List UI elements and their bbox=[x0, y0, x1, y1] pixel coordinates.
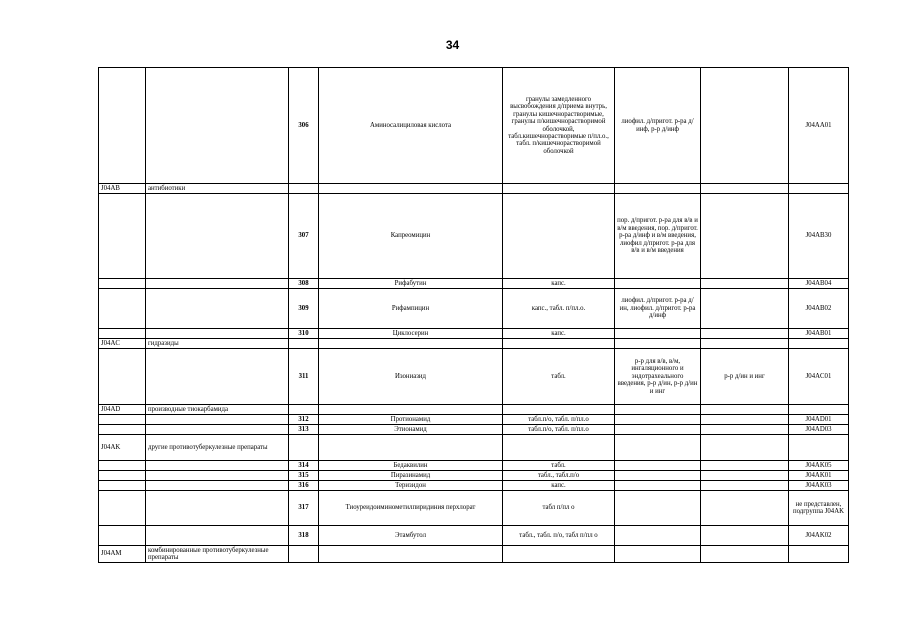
cell-forms3 bbox=[701, 491, 789, 526]
cell-forms: капс. bbox=[503, 329, 615, 339]
cell-atc: J04AA01 bbox=[789, 68, 849, 184]
cell-forms2 bbox=[615, 184, 701, 194]
cell-name: Рифабутин bbox=[319, 279, 503, 289]
cell-code bbox=[99, 68, 146, 184]
cell-num: 309 bbox=[289, 289, 319, 329]
cell-num: 307 bbox=[289, 194, 319, 279]
table-row bbox=[99, 526, 849, 546]
table-row bbox=[99, 279, 849, 289]
cell-code bbox=[99, 481, 146, 491]
cell-code: J04AK bbox=[99, 435, 146, 461]
cell-forms: капс. bbox=[503, 481, 615, 491]
cell-group bbox=[146, 526, 289, 546]
cell-name: Этамбутол bbox=[319, 526, 503, 546]
cell-name: Протионамид bbox=[319, 415, 503, 425]
table-row bbox=[99, 491, 849, 526]
cell-forms2: р-р для в/в, в/м, ингаляционного и эндотрахеального введения, р-р д/ин, р-р д/ин и инг bbox=[615, 349, 701, 405]
cell-group bbox=[146, 329, 289, 339]
cell-forms bbox=[503, 546, 615, 563]
cell-group: гидразиды bbox=[146, 339, 289, 349]
cell-forms2: лиофил. д/пригот. р-ра д/ин, лиофил. д/пригот. р-ра д/инф bbox=[615, 289, 701, 329]
cell-forms3 bbox=[701, 461, 789, 471]
cell-name: Циклосерин bbox=[319, 329, 503, 339]
cell-name bbox=[319, 546, 503, 563]
cell-code bbox=[99, 491, 146, 526]
cell-num: 308 bbox=[289, 279, 319, 289]
cell-group bbox=[146, 289, 289, 329]
cell-name: Изониазид bbox=[319, 349, 503, 405]
cell-atc bbox=[789, 435, 849, 461]
cell-atc: J04AB02 bbox=[789, 289, 849, 329]
cell-forms bbox=[503, 435, 615, 461]
cell-atc: не представлен, подгруппа J04AK bbox=[789, 491, 849, 526]
table-row bbox=[99, 435, 849, 461]
cell-forms2 bbox=[615, 425, 701, 435]
cell-forms3 bbox=[701, 526, 789, 546]
cell-code bbox=[99, 526, 146, 546]
cell-group bbox=[146, 349, 289, 405]
cell-forms: табл п/пл о bbox=[503, 491, 615, 526]
cell-forms3 bbox=[701, 68, 789, 184]
cell-atc: J04AD03 bbox=[789, 425, 849, 435]
cell-forms3 bbox=[701, 405, 789, 415]
cell-name bbox=[319, 339, 503, 349]
cell-atc: J04AK01 bbox=[789, 471, 849, 481]
cell-code bbox=[99, 279, 146, 289]
cell-forms3 bbox=[701, 425, 789, 435]
cell-num: 311 bbox=[289, 349, 319, 405]
table-row bbox=[99, 194, 849, 279]
cell-forms2 bbox=[615, 279, 701, 289]
cell-name: Аминосалициловая кислота bbox=[319, 68, 503, 184]
cell-num: 312 bbox=[289, 415, 319, 425]
cell-forms: капс., табл. п/пл.о. bbox=[503, 289, 615, 329]
cell-name: Бедаквилин bbox=[319, 461, 503, 471]
cell-forms bbox=[503, 184, 615, 194]
cell-name: Пиразинамид bbox=[319, 471, 503, 481]
cell-code: J04AB bbox=[99, 184, 146, 194]
cell-forms3: р-р д/ин и инг bbox=[701, 349, 789, 405]
cell-group bbox=[146, 415, 289, 425]
cell-group bbox=[146, 68, 289, 184]
cell-num: 313 bbox=[289, 425, 319, 435]
cell-num bbox=[289, 339, 319, 349]
cell-name bbox=[319, 184, 503, 194]
cell-num: 315 bbox=[289, 471, 319, 481]
cell-num bbox=[289, 546, 319, 563]
cell-num: 316 bbox=[289, 481, 319, 491]
cell-atc bbox=[789, 546, 849, 563]
cell-group bbox=[146, 481, 289, 491]
cell-num bbox=[289, 184, 319, 194]
cell-group: другие противотуберкулезные препараты bbox=[146, 435, 289, 461]
cell-group: производные тиокарбамида bbox=[146, 405, 289, 415]
cell-atc bbox=[789, 184, 849, 194]
cell-group: комбинированные противотуберкулезные препараты bbox=[146, 546, 289, 563]
table-row bbox=[99, 68, 849, 184]
cell-forms bbox=[503, 405, 615, 415]
cell-forms2 bbox=[615, 471, 701, 481]
cell-name bbox=[319, 405, 503, 415]
cell-name bbox=[319, 435, 503, 461]
cell-num: 306 bbox=[289, 68, 319, 184]
cell-forms3 bbox=[701, 289, 789, 329]
cell-forms3 bbox=[701, 279, 789, 289]
cell-forms: табл., табл. п/о, табл п/пл о bbox=[503, 526, 615, 546]
cell-atc: J04AC01 bbox=[789, 349, 849, 405]
cell-name: Рифампицин bbox=[319, 289, 503, 329]
cell-atc: J04AK02 bbox=[789, 526, 849, 546]
cell-num bbox=[289, 405, 319, 415]
table-row bbox=[99, 425, 849, 435]
cell-num: 317 bbox=[289, 491, 319, 526]
cell-num: 314 bbox=[289, 461, 319, 471]
cell-forms: табл. bbox=[503, 349, 615, 405]
table-row bbox=[99, 415, 849, 425]
cell-forms3 bbox=[701, 481, 789, 491]
cell-num bbox=[289, 435, 319, 461]
cell-name: Этионамид bbox=[319, 425, 503, 435]
cell-group bbox=[146, 279, 289, 289]
cell-code bbox=[99, 329, 146, 339]
cell-group bbox=[146, 491, 289, 526]
table-row bbox=[99, 184, 849, 194]
table-row bbox=[99, 405, 849, 415]
cell-forms: гранулы замедленного высвобождения д/приема внутрь, гранулы кишечнорастворимые, гранулы п/кишечнорастворимой оболочкой, табл.кишечнорастворимые п/пл.о., табл. п/кишечнорастворимой оболочкой bbox=[503, 68, 615, 184]
cell-atc: J04AB30 bbox=[789, 194, 849, 279]
cell-forms2 bbox=[615, 461, 701, 471]
cell-atc: J04AD01 bbox=[789, 415, 849, 425]
table-row bbox=[99, 349, 849, 405]
cell-code bbox=[99, 461, 146, 471]
cell-forms: табл.п/о, табл. п/пл.о bbox=[503, 425, 615, 435]
cell-forms3 bbox=[701, 546, 789, 563]
page-number: 34 bbox=[445, 38, 460, 52]
cell-num: 310 bbox=[289, 329, 319, 339]
cell-forms3 bbox=[701, 194, 789, 279]
cell-atc: J04AB01 bbox=[789, 329, 849, 339]
cell-forms2 bbox=[615, 491, 701, 526]
cell-name: Капреомицин bbox=[319, 194, 503, 279]
cell-atc: J04AB04 bbox=[789, 279, 849, 289]
cell-forms3 bbox=[701, 471, 789, 481]
table-row bbox=[99, 329, 849, 339]
cell-forms2 bbox=[615, 329, 701, 339]
cell-code bbox=[99, 194, 146, 279]
cell-code bbox=[99, 289, 146, 329]
cell-code: J04AC bbox=[99, 339, 146, 349]
cell-forms2 bbox=[615, 405, 701, 415]
cell-group bbox=[146, 471, 289, 481]
cell-atc bbox=[789, 405, 849, 415]
cell-forms2 bbox=[615, 546, 701, 563]
table-row bbox=[99, 289, 849, 329]
cell-forms: табл. bbox=[503, 461, 615, 471]
drug-table bbox=[98, 67, 849, 563]
cell-forms: табл.п/о, табл. п/пл.о bbox=[503, 415, 615, 425]
cell-name: Теризидон bbox=[319, 481, 503, 491]
cell-forms bbox=[503, 194, 615, 279]
cell-code: J04AD bbox=[99, 405, 146, 415]
table-row bbox=[99, 471, 849, 481]
cell-forms3 bbox=[701, 415, 789, 425]
cell-forms: табл., табл.п/о bbox=[503, 471, 615, 481]
cell-group bbox=[146, 461, 289, 471]
table-row bbox=[99, 461, 849, 471]
cell-code: J04AM bbox=[99, 546, 146, 563]
cell-forms3 bbox=[701, 329, 789, 339]
cell-atc: J04AK05 bbox=[789, 461, 849, 471]
cell-name: Тиоуреидоиминометилпиридиния перхлорат bbox=[319, 491, 503, 526]
table-row bbox=[99, 481, 849, 491]
cell-num: 318 bbox=[289, 526, 319, 546]
cell-group bbox=[146, 194, 289, 279]
cell-forms3 bbox=[701, 339, 789, 349]
cell-forms2 bbox=[615, 339, 701, 349]
cell-code bbox=[99, 425, 146, 435]
cell-code bbox=[99, 471, 146, 481]
cell-atc: J04AK03 bbox=[789, 481, 849, 491]
cell-forms2 bbox=[615, 435, 701, 461]
cell-forms2 bbox=[615, 415, 701, 425]
cell-forms3 bbox=[701, 184, 789, 194]
cell-atc bbox=[789, 339, 849, 349]
cell-forms: капс. bbox=[503, 279, 615, 289]
cell-code bbox=[99, 349, 146, 405]
table-row bbox=[99, 339, 849, 349]
cell-group: антибиотики bbox=[146, 184, 289, 194]
cell-forms2 bbox=[615, 526, 701, 546]
cell-group bbox=[146, 425, 289, 435]
cell-forms2 bbox=[615, 481, 701, 491]
cell-forms2: лиофил. д/пригот. р-ра д/инф, р-р д/инф bbox=[615, 68, 701, 184]
cell-forms3 bbox=[701, 435, 789, 461]
cell-forms2: пор. д/пригот. р-ра для в/в и в/м введения, пор. д/пригот. р-ра д/инф и в/м введения, лиофил д/пригот. р-ра для в/в и в/м введения bbox=[615, 194, 701, 279]
cell-forms bbox=[503, 339, 615, 349]
cell-code bbox=[99, 415, 146, 425]
table-row bbox=[99, 546, 849, 563]
